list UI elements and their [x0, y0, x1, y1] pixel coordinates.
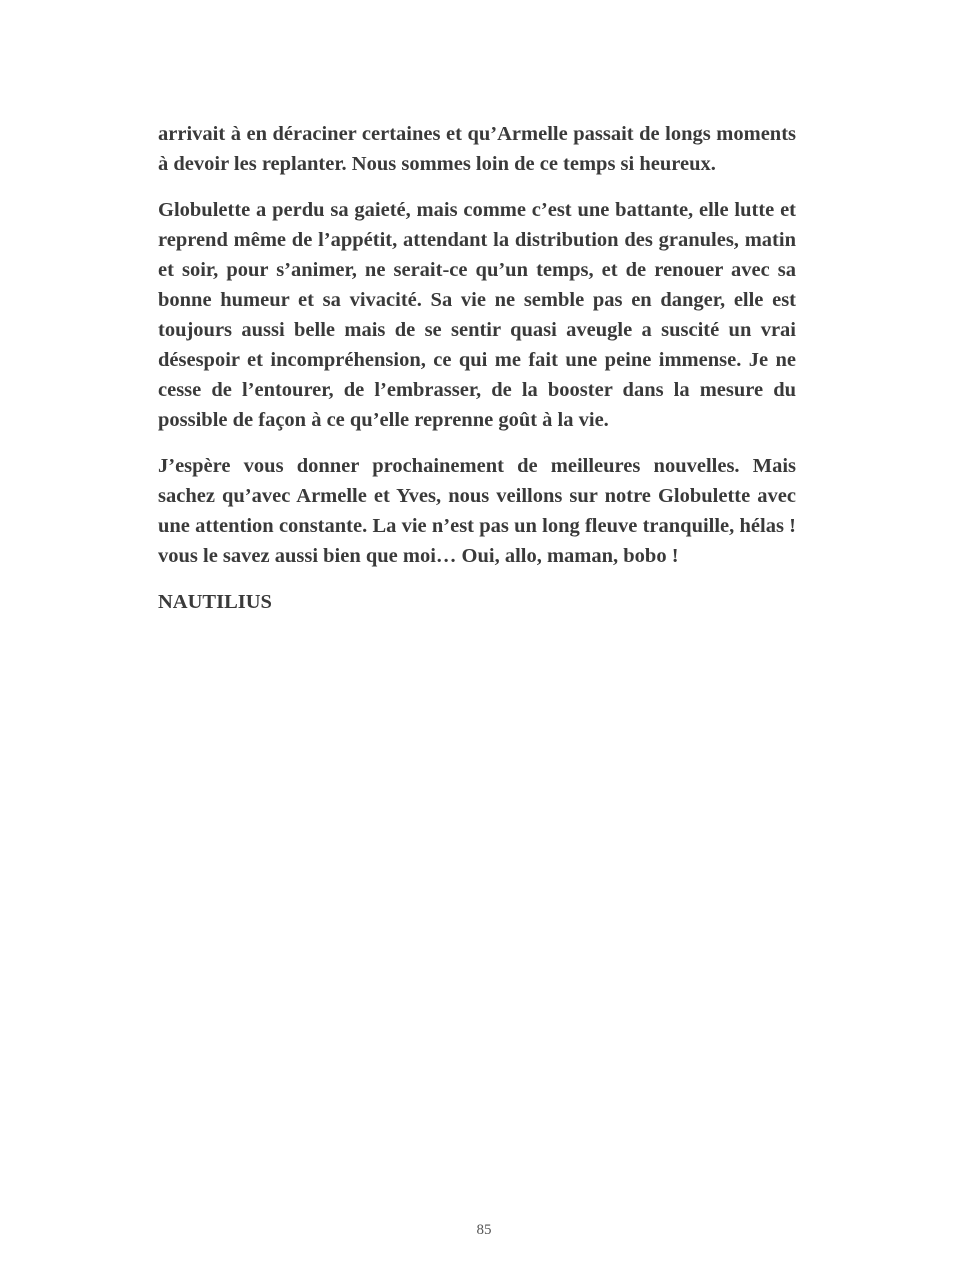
paragraph-1: arrivait à en déraciner certaines et qu’Armelle passait de longs moments à devoir les replanter. Nous sommes loin de ce temps si heureux.	[158, 123, 796, 175]
paragraph-3: J’espère vous donner prochainement de meilleures nouvelles. Mais sachez qu’avec Armelle et Yves, nous veillons sur notre Globulette avec une attention constante. La vie n’est pas un long fleuve tranquille, hélas ! vous le savez aussi bien que moi… Oui, allo, maman, bobo !	[158, 455, 796, 567]
page-number: 85	[476, 1222, 492, 1238]
body-text	[158, 119, 796, 617]
signature: NAUTILIUS	[158, 591, 272, 613]
paragraph-2: Globulette a perdu sa gaieté, mais comme c’est une battante, elle lutte et reprend même de l’appétit, attendant la distribution des granules, matin et soir, pour s’animer, ne serait-ce qu’un temps, et de renouer avec sa bonne humeur et sa vivacité. Sa vie ne semble pas en danger, elle est toujours aussi belle mais de se sentir quasi aveugle a suscité un vrai désespoir et incompréhension, ce qui me fait une peine immense. Je ne cesse de l’entourer, de l’embrasser, de la booster dans la mesure du possible de façon à ce qu’elle reprenne goût à la vie.	[158, 199, 796, 431]
